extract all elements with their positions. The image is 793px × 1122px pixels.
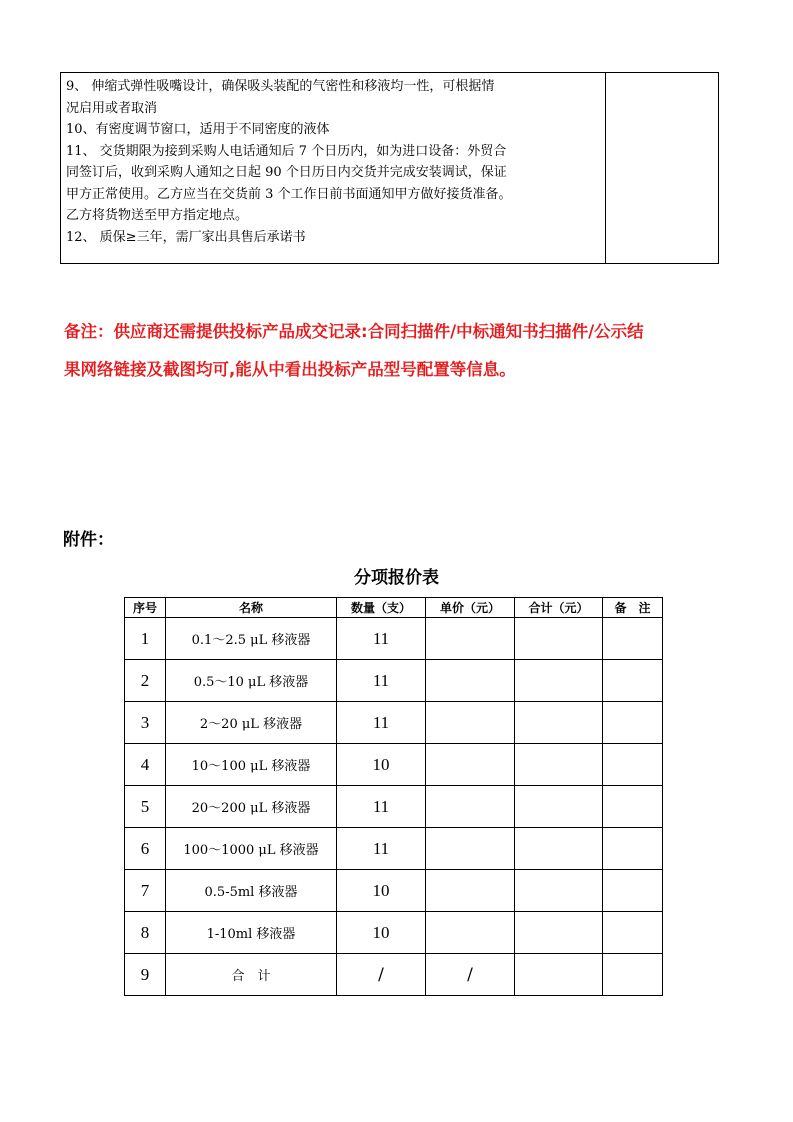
total-label: 合 计 bbox=[166, 954, 337, 996]
row-name: 1-10ml 移液器 bbox=[166, 912, 337, 954]
row-qty: 11 bbox=[337, 702, 426, 744]
row-no: 5 bbox=[125, 786, 166, 828]
quote-table-title: 分项报价表 bbox=[354, 568, 439, 588]
total-row bbox=[125, 954, 663, 996]
row-unit-price bbox=[426, 660, 515, 702]
row-unit-price bbox=[426, 912, 515, 954]
header-name: 名称 bbox=[166, 598, 337, 618]
row-name: 2～20 μL 移液器 bbox=[166, 702, 337, 744]
attachment-label: 附件： bbox=[63, 530, 114, 550]
row-no: 3 bbox=[125, 702, 166, 744]
row-no: 8 bbox=[125, 912, 166, 954]
spec-content bbox=[61, 73, 606, 263]
row-unit-price bbox=[426, 828, 515, 870]
row-total bbox=[515, 828, 603, 870]
row-remark bbox=[603, 828, 663, 870]
row-name: 10～100 μL 移液器 bbox=[166, 744, 337, 786]
spec-line: 12、 质保≥三年，需厂家出具售后承诺书 bbox=[66, 229, 306, 245]
spec-side-cell bbox=[606, 73, 718, 263]
row-no: 7 bbox=[125, 870, 166, 912]
row-remark bbox=[603, 786, 663, 828]
row-unit-price bbox=[426, 702, 515, 744]
table-row bbox=[125, 912, 663, 954]
table-header-row bbox=[125, 598, 663, 618]
row-total bbox=[515, 618, 603, 660]
total-amount bbox=[515, 954, 603, 996]
row-remark bbox=[603, 618, 663, 660]
row-total bbox=[515, 660, 603, 702]
spec-table bbox=[60, 72, 719, 264]
spec-line: 同签订后，收到采购人通知之日起 90 个日历日内交货并完成安装调试，保证 bbox=[66, 165, 507, 180]
row-no: 9 bbox=[125, 954, 166, 996]
spec-line: 乙方将货物送至甲方指定地点。 bbox=[66, 208, 249, 223]
row-no: 1 bbox=[125, 618, 166, 660]
row-unit-price bbox=[426, 786, 515, 828]
quote-table bbox=[124, 597, 663, 996]
row-name: 100～1000 μL 移液器 bbox=[166, 828, 337, 870]
row-unit-price bbox=[426, 618, 515, 660]
row-name: 0.5～10 μL 移液器 bbox=[166, 660, 337, 702]
table-row bbox=[125, 702, 663, 744]
row-unit-price bbox=[426, 744, 515, 786]
row-qty: 11 bbox=[337, 828, 426, 870]
row-name: 20～200 μL 移液器 bbox=[166, 786, 337, 828]
row-no: 2 bbox=[125, 660, 166, 702]
total-remark bbox=[603, 954, 663, 996]
remark-line: 备注：供应商还需提供投标产品成交记录:合同扫描件/中标通知书扫描件/公示结 bbox=[64, 322, 644, 341]
row-no: 4 bbox=[125, 744, 166, 786]
row-unit-price bbox=[426, 870, 515, 912]
spec-line: 9、 伸缩式弹性吸嘴设计，确保吸头装配的气密性和移液均一性，可根据情 bbox=[66, 79, 495, 94]
table-row bbox=[125, 786, 663, 828]
remark-note bbox=[64, 313, 744, 389]
row-remark bbox=[603, 702, 663, 744]
row-name: 0.1～2.5 μL 移液器 bbox=[166, 618, 337, 660]
total-qty: / bbox=[337, 954, 426, 996]
row-remark bbox=[603, 660, 663, 702]
row-total bbox=[515, 912, 603, 954]
row-qty: 11 bbox=[337, 618, 426, 660]
header-total: 合计（元） bbox=[515, 598, 603, 618]
spec-line: 甲方正常使用。乙方应当在交货前 3 个工作日前书面通知甲方做好接货准备。 bbox=[66, 186, 512, 202]
header-unit-price: 单价（元） bbox=[426, 598, 515, 618]
row-name: 0.5-5ml 移液器 bbox=[166, 870, 337, 912]
header-qty: 数量（支） bbox=[337, 598, 426, 618]
row-qty: 10 bbox=[337, 870, 426, 912]
spec-line: 况启用或者取消 bbox=[66, 100, 158, 116]
spec-line: 11、 交货期限为接到采购人电话通知后 7 个日历内，如为进口设备：外贸合 bbox=[66, 143, 507, 159]
row-remark bbox=[603, 744, 663, 786]
header-remark: 备 注 bbox=[603, 598, 663, 618]
table-row bbox=[125, 744, 663, 786]
row-remark bbox=[603, 912, 663, 954]
row-total bbox=[515, 702, 603, 744]
row-qty: 11 bbox=[337, 786, 426, 828]
row-no: 6 bbox=[125, 828, 166, 870]
row-qty: 10 bbox=[337, 744, 426, 786]
row-total bbox=[515, 744, 603, 786]
row-total bbox=[515, 870, 603, 912]
total-unit-price: / bbox=[426, 954, 515, 996]
spec-line: 10、有密度调节窗口，适用于不同密度的液体 bbox=[66, 122, 330, 137]
remark-line: 果网络链接及截图均可,能从中看出投标产品型号配置等信息。 bbox=[64, 360, 516, 379]
row-remark bbox=[603, 870, 663, 912]
header-no: 序号 bbox=[125, 598, 166, 618]
row-qty: 11 bbox=[337, 660, 426, 702]
table-row bbox=[125, 828, 663, 870]
table-row bbox=[125, 618, 663, 660]
row-qty: 10 bbox=[337, 912, 426, 954]
table-row bbox=[125, 660, 663, 702]
row-total bbox=[515, 786, 603, 828]
table-row bbox=[125, 870, 663, 912]
